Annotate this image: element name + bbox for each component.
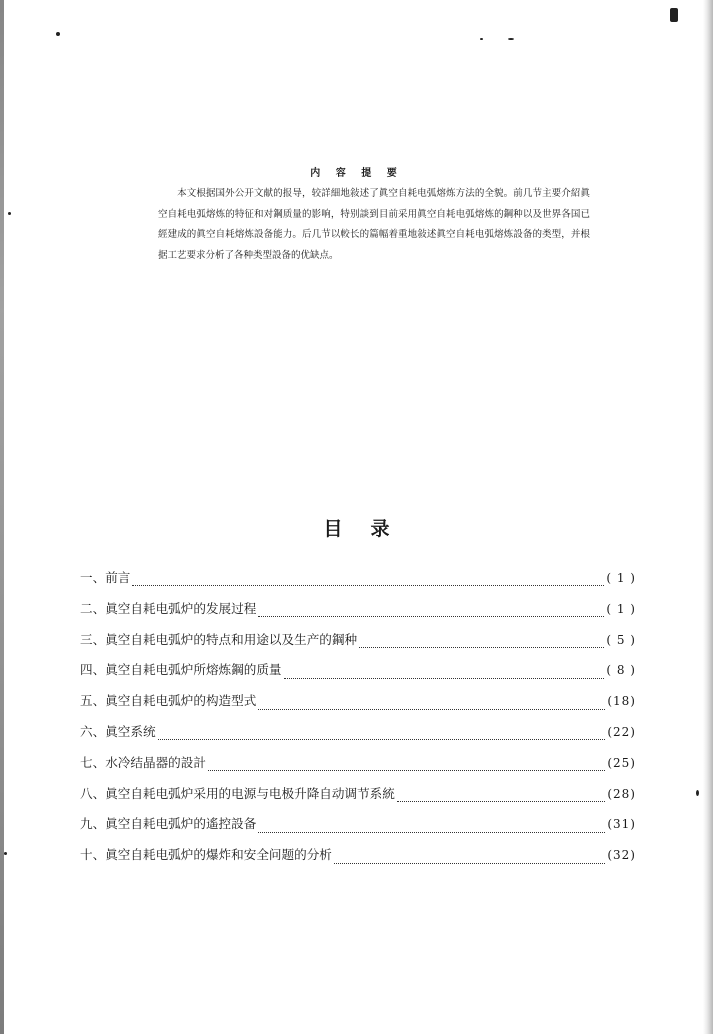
toc-leader-dots	[397, 800, 606, 802]
toc-entry	[80, 659, 636, 690]
toc-entry-page: (32)	[607, 848, 636, 863]
toc-entry	[80, 783, 636, 814]
toc-entry	[80, 844, 636, 875]
toc-leader-dots	[208, 769, 605, 771]
toc-entry-page: (18)	[607, 694, 636, 709]
toc-entry-title: 眞空自耗电弧炉所熔炼鋼的质量	[105, 662, 282, 678]
toc-entry-page: (22)	[607, 724, 636, 739]
toc-leader-dots	[132, 584, 604, 586]
scan-speck	[508, 38, 514, 40]
toc-entry-title: 眞空自耗电弧炉的发展过程	[105, 600, 257, 616]
toc-entry-title: 眞空自耗电弧炉的爆炸和安全问题的分析	[105, 847, 332, 863]
toc-leader-dots	[258, 831, 605, 833]
toc-entry-number: 六、	[80, 723, 106, 739]
toc-leader-dots	[258, 615, 604, 617]
toc-leader-dots	[284, 677, 605, 679]
toc-leader-dots	[359, 646, 604, 648]
toc-entry-page: ( 1 )	[606, 571, 636, 585]
toc-entry-page: (28)	[607, 786, 636, 801]
scan-speck	[670, 8, 678, 22]
toc-entry-title: 眞空自耗电弧炉的构造型式	[105, 693, 257, 709]
toc-entry-title: 前言	[105, 570, 131, 585]
toc-entry	[80, 752, 636, 783]
toc-entry-number: 九、	[80, 816, 106, 832]
toc-entry	[80, 721, 636, 752]
toc-entry	[80, 690, 636, 721]
scan-speck	[56, 32, 60, 36]
toc-entry-number: 八、	[80, 785, 106, 801]
toc-entry-page: ( 1 )	[606, 601, 636, 616]
toc-entry-page: (31)	[607, 817, 636, 832]
toc-entry-number: 四、	[80, 662, 106, 678]
toc-leader-dots	[258, 708, 605, 710]
scan-speck	[480, 38, 483, 40]
toc-entry-title: 眞空系统	[105, 723, 156, 739]
toc-entry-title: 眞空自耗电弧炉采用的电源与电极升降自动调节系統	[105, 785, 395, 801]
toc-entry-title: 眞空自耗电弧炉的特点和用途以及生产的鋼种	[105, 631, 358, 647]
toc-entry-title: 水冷结晶器的設計	[105, 754, 206, 770]
scan-speck	[8, 212, 11, 215]
toc-entry-title: 眞空自耗电弧炉的遙控設备	[105, 816, 257, 832]
toc-list	[80, 567, 636, 875]
toc-leader-dots	[334, 862, 605, 864]
toc-entry-number: 一、	[80, 570, 106, 585]
scan-speck	[4, 852, 7, 855]
toc-entry-page: (25)	[607, 755, 636, 770]
toc-entry-number: 五、	[80, 693, 106, 709]
toc-entry-number: 七、	[80, 754, 106, 770]
toc-title: 目录	[323, 518, 418, 540]
toc-entry	[80, 813, 636, 844]
toc-leader-dots	[158, 738, 606, 740]
toc-entry-number: 二、	[80, 600, 106, 616]
toc-entry	[80, 629, 636, 660]
toc-entry-page: ( 5 )	[606, 632, 636, 647]
toc-entry-number: 十、	[80, 847, 106, 863]
abstract-title: 内 容 提 要	[310, 168, 403, 179]
abstract-text: 本文根据国外公开文献的报导，较詳細地敍述了眞空自耗电弧熔炼方法的全貌。前几节主要介紹眞空自耗电弧熔炼的特征和对鋼质量的影响，特别談到目前采用眞空自耗电弧熔炼的鋼种以及世界各国已經建成的眞空自耗熔炼設备能力。后几节以較长的篇幅着重地敍述眞空自耗电弧熔炼設备的类型，并根据工艺要求分析了各种类型設备的优缺点。	[158, 188, 590, 261]
toc-entry	[80, 567, 636, 598]
toc-entry	[80, 598, 636, 629]
scan-speck	[696, 790, 699, 796]
toc-entry-page: ( 8 )	[606, 663, 636, 678]
toc-entry-number: 三、	[80, 631, 106, 647]
abstract-paragraph	[158, 184, 590, 266]
